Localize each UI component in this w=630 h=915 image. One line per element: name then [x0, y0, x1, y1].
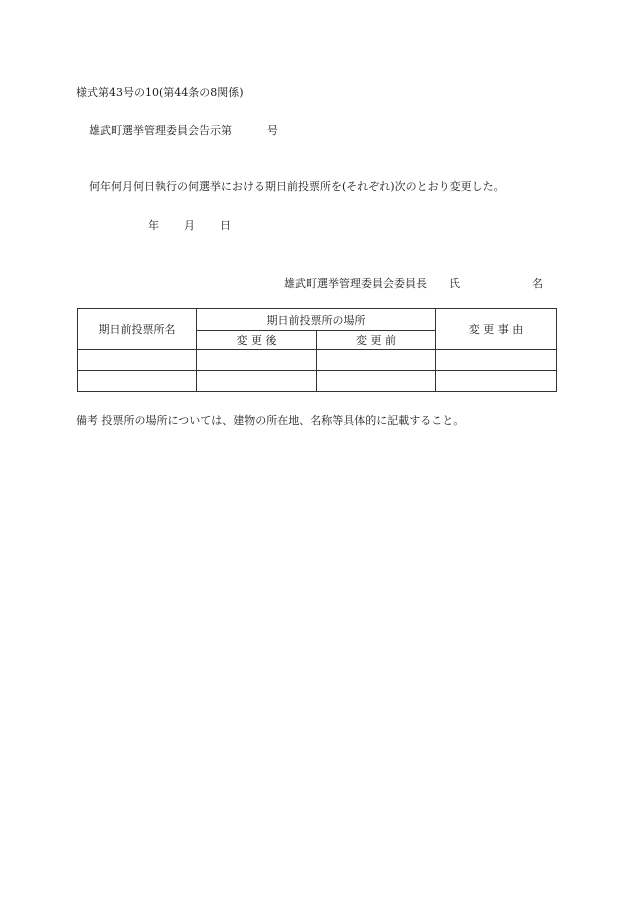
header-after-change: 変 更 後: [197, 331, 317, 350]
cell-before: [317, 371, 436, 392]
notice-title: 雄武町選挙管理委員会告示第: [89, 124, 232, 137]
cell-reason: [436, 350, 557, 371]
date-year-label: 年: [148, 219, 159, 232]
date-day-label: 日: [220, 219, 231, 232]
header-before-change: 変 更 前: [317, 331, 436, 350]
notice-number-suffix: 号: [267, 124, 278, 137]
form-number: 様式第43号の10(第44条の8関係): [76, 86, 244, 99]
cell-reason: [436, 371, 557, 392]
cell-before: [317, 350, 436, 371]
header-polling-place-location: 期日前投票所の場所: [197, 309, 436, 331]
signer-name-label-2: 名: [532, 277, 543, 290]
cell-after: [197, 371, 317, 392]
signer-title: 雄武町選挙管理委員会委員長: [284, 277, 427, 290]
signer-name-label-1: 氏: [449, 277, 460, 290]
table-row: [78, 350, 557, 371]
notice-body-text: 何年何月何日執行の何選挙における期日前投票所を(それぞれ)次のとおり変更した。: [89, 180, 505, 193]
remarks-note: 備考 投票所の場所については、建物の所在地、名称等具体的に記載すること。: [76, 414, 465, 427]
table-row: [78, 371, 557, 392]
cell-name: [78, 371, 197, 392]
polling-place-change-table: [77, 308, 557, 392]
cell-after: [197, 350, 317, 371]
date-month-label: 月: [184, 219, 195, 232]
cell-name: [78, 350, 197, 371]
header-change-reason: 変 更 事 由: [436, 309, 557, 350]
header-polling-place-name: 期日前投票所名: [78, 309, 197, 350]
